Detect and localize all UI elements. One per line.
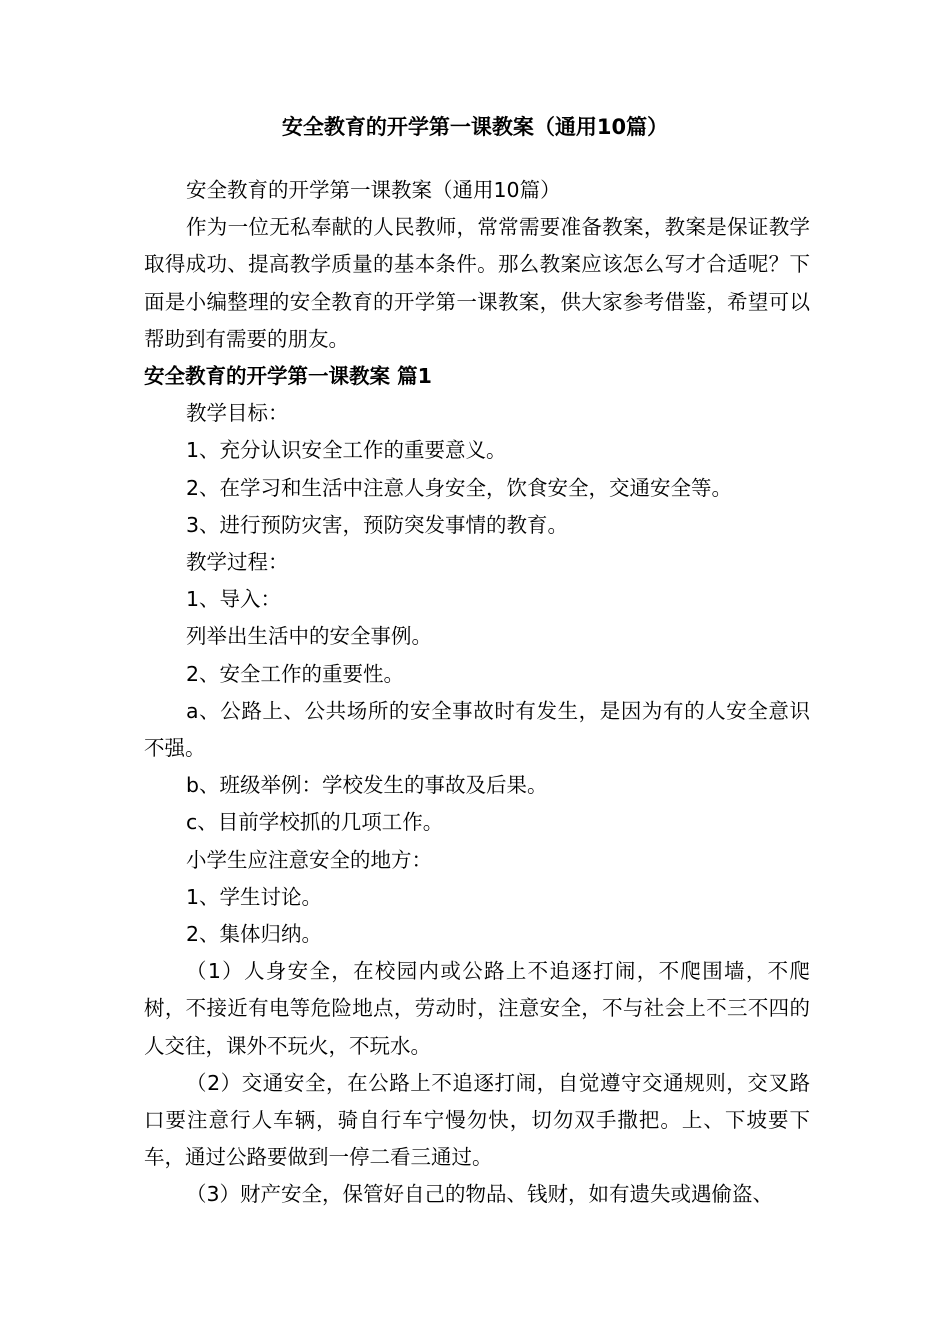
paragraph-process-label: 教学过程： [186, 550, 289, 575]
document-body [144, 172, 810, 1214]
paragraph-traffic-safety: （2）交通安全，在公路上不追逐打闹，自觉遵守交通规则，交叉路口要注意行人车辆，骑自行车宁慢勿快，切勿双手撒把。上、下坡要下车，通过公路要做到一停二看三通过。 [144, 1070, 810, 1170]
paragraph-goal-2: 2、在学习和生活中注意人身安全，饮食安全，交通安全等。 [186, 475, 733, 500]
paragraph-step-1: 1、导入： [186, 587, 282, 612]
section-heading: 安全教育的开学第一课教案 篇1 [144, 364, 432, 389]
paragraph-step-1-detail: 列举出生活中的安全事例。 [186, 624, 432, 649]
paragraph-item-b: b、班级举例：学校发生的事故及后果。 [186, 773, 548, 798]
paragraph-item-a: a、公路上、公共场所的安全事故时有发生，是因为有的人安全意识不强。 [144, 698, 810, 761]
paragraph-step-2: 2、安全工作的重要性。 [186, 661, 405, 686]
paragraph-goal-1: 1、充分认识安全工作的重要意义。 [186, 438, 507, 463]
document-title: 安全教育的开学第一课教案（通用10篇） [281, 115, 669, 139]
paragraph-goal-3: 3、进行预防灾害，预防突发事情的教育。 [186, 512, 569, 537]
paragraph-personal-safety: （1）人身安全，在校园内或公路上不追逐打闹，不爬围墙，不爬树，不接近有电等危险地点，劳动时，注意安全，不与社会上不三不四的人交往，课外不玩火，不玩水。 [144, 959, 810, 1058]
paragraph-safety-places-label: 小学生应注意安全的地方： [186, 847, 432, 872]
paragraph-subtitle: 安全教育的开学第一课教案（通用10篇） [186, 178, 561, 202]
paragraph-intro: 作为一位无私奉献的人民教师，常常需要准备教案，教案是保证教学取得成功、提高教学质量的基本条件。那么教案应该怎么写才合适呢？下面是小编整理的安全教育的开学第一课教案，供大家参考借鉴，希望可以帮助到有需要的朋友。 [144, 215, 810, 351]
paragraph-teaching-goals-label: 教学目标： [186, 401, 289, 426]
paragraph-property-safety: （3）财产安全，保管好自己的物品、钱财，如有遗失或遇偷盗、 [186, 1182, 774, 1207]
paragraph-summary: 2、集体归纳。 [186, 922, 323, 947]
paragraph-discussion: 1、学生讨论。 [186, 884, 323, 909]
paragraph-item-c: c、目前学校抓的几项工作。 [186, 810, 444, 835]
